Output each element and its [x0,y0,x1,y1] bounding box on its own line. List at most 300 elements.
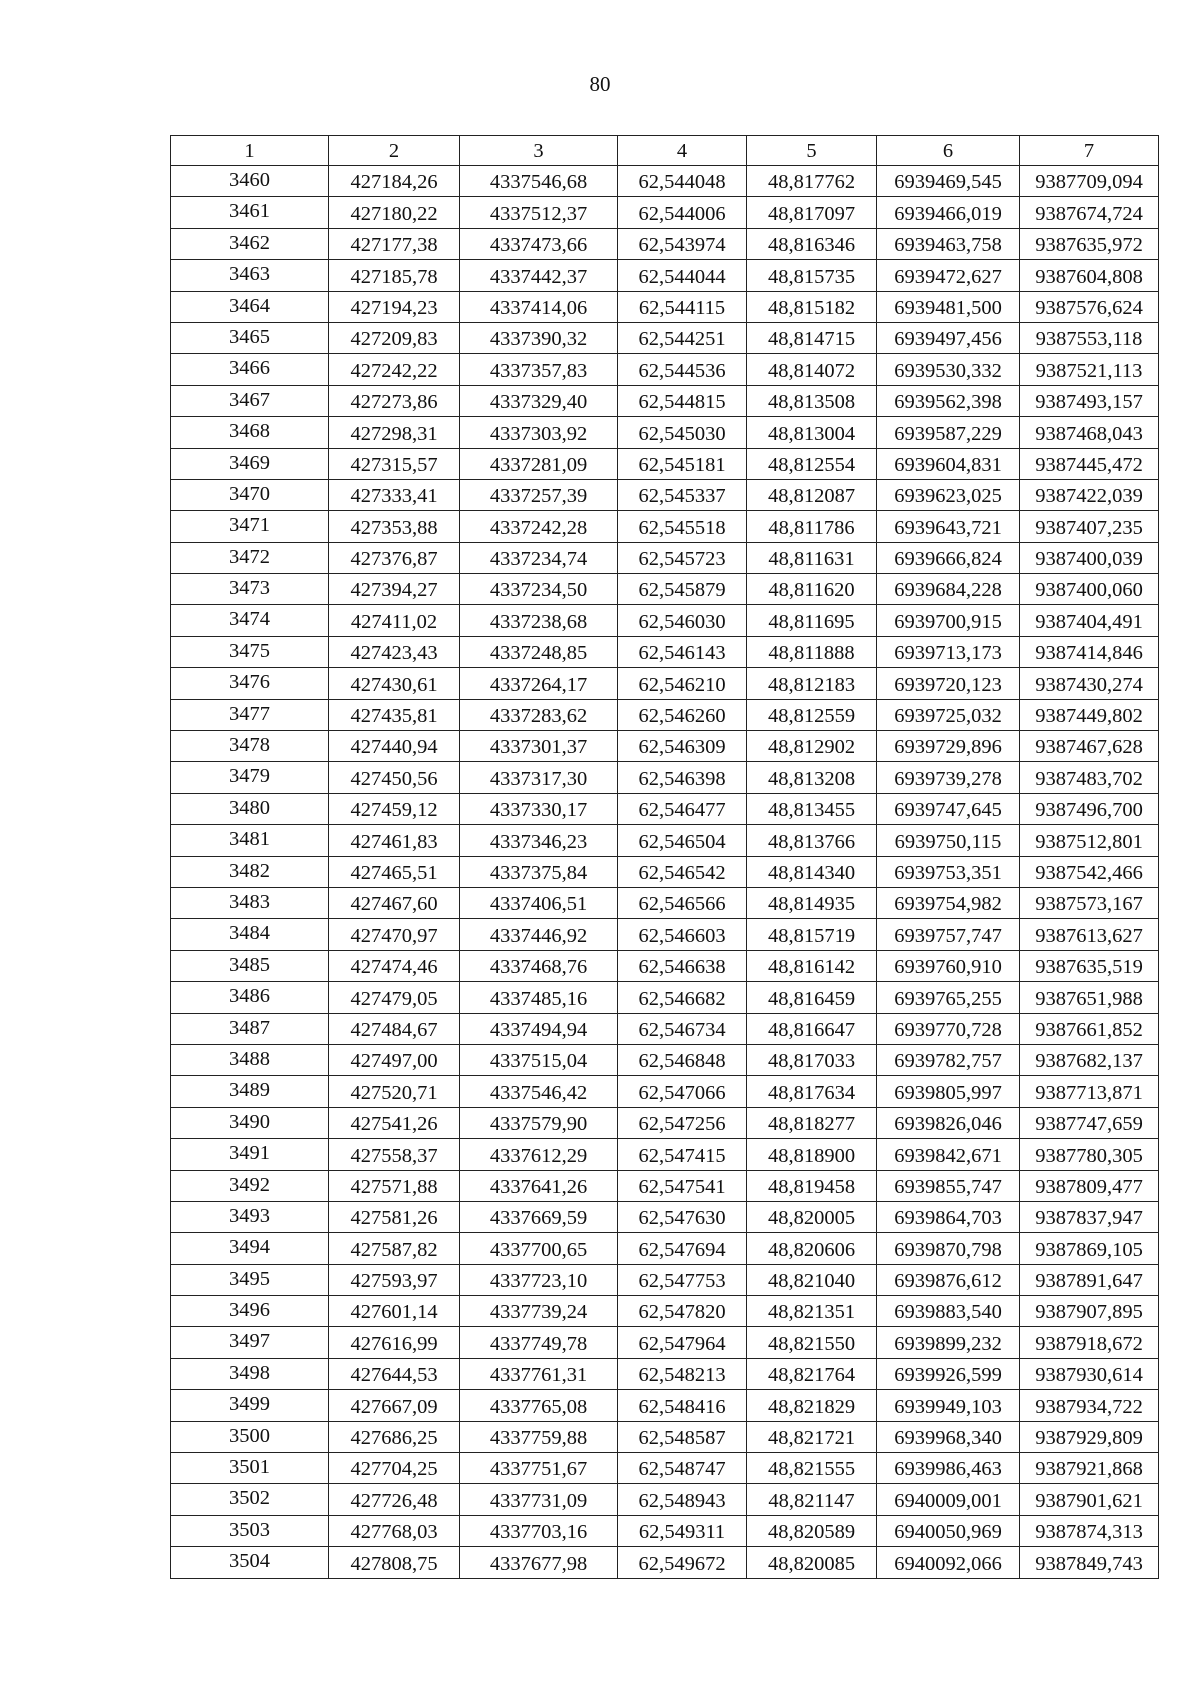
table-cell: 6939754,982 [877,887,1020,918]
table-cell: 48,812183 [747,668,877,699]
point-number-cell: 3494 [171,1233,329,1264]
table-cell: 62,544006 [618,197,747,228]
table-cell: 62,546210 [618,668,747,699]
table-cell: 9387573,167 [1020,887,1159,918]
table-cell: 6939530,332 [877,354,1020,385]
table-cell: 48,814340 [747,856,877,887]
table-body [171,166,1159,1579]
table-cell: 9387613,627 [1020,919,1159,950]
table-cell: 427459,12 [329,793,460,824]
table-cell: 4337759,88 [460,1421,618,1452]
table-cell: 6939864,703 [877,1201,1020,1232]
table-row [171,1013,1159,1044]
table-cell: 48,821550 [747,1327,877,1358]
table-row [171,228,1159,259]
table-cell: 62,548747 [618,1453,747,1484]
table-cell: 62,547964 [618,1327,747,1358]
table-cell: 48,812554 [747,448,877,479]
table-cell: 9387849,743 [1020,1547,1159,1578]
table-cell: 9387449,802 [1020,699,1159,730]
table-cell: 427479,05 [329,982,460,1013]
table-row [171,1421,1159,1452]
table-cell: 6939720,123 [877,668,1020,699]
table-row [171,1453,1159,1484]
coordinates-table [170,135,1159,1579]
table-cell: 9387496,700 [1020,793,1159,824]
table-row [171,605,1159,636]
table-cell: 427497,00 [329,1044,460,1075]
table-row [171,731,1159,762]
table-row [171,479,1159,510]
point-number-cell: 3462 [171,228,329,259]
table-cell: 427298,31 [329,417,460,448]
table-cell: 48,821555 [747,1453,877,1484]
table-cell: 6939472,627 [877,260,1020,291]
table-cell: 62,546398 [618,762,747,793]
table-row [171,260,1159,291]
point-number-cell: 3479 [171,762,329,793]
table-row [171,668,1159,699]
table-cell: 48,820005 [747,1201,877,1232]
table-cell: 6939666,824 [877,542,1020,573]
table-cell: 427558,37 [329,1139,460,1170]
table-row [171,448,1159,479]
point-number-cell: 3502 [171,1484,329,1515]
table-cell: 6939729,896 [877,731,1020,762]
point-number-cell: 3501 [171,1453,329,1484]
table-cell: 48,816459 [747,982,877,1013]
table-cell: 9387869,105 [1020,1233,1159,1264]
table-cell: 48,817033 [747,1044,877,1075]
table-cell: 48,818900 [747,1139,877,1170]
table-cell: 6939725,032 [877,699,1020,730]
table-cell: 4337494,94 [460,1013,618,1044]
table-cell: 62,547753 [618,1264,747,1295]
point-number-cell: 3488 [171,1044,329,1075]
table-cell: 4337414,06 [460,291,618,322]
table-cell: 427474,46 [329,950,460,981]
point-number-cell: 3460 [171,166,329,197]
point-number-cell: 3478 [171,731,329,762]
table-row [171,1170,1159,1201]
table-cell: 6939739,278 [877,762,1020,793]
point-number-cell: 3496 [171,1296,329,1327]
column-header: 3 [460,136,618,166]
table-cell: 48,812902 [747,731,877,762]
table-row [171,825,1159,856]
table-cell: 9387414,846 [1020,636,1159,667]
table-cell: 9387929,809 [1020,1421,1159,1452]
table-cell: 62,548416 [618,1390,747,1421]
table-row [171,636,1159,667]
point-number-cell: 3486 [171,982,329,1013]
table-cell: 6939466,019 [877,197,1020,228]
table-cell: 427644,53 [329,1358,460,1389]
point-number-cell: 3463 [171,260,329,291]
table-cell: 48,817097 [747,197,877,228]
column-header: 6 [877,136,1020,166]
table-cell: 4337641,26 [460,1170,618,1201]
table-cell: 6939643,721 [877,511,1020,542]
table-cell: 427601,14 [329,1296,460,1327]
table-cell: 48,817634 [747,1076,877,1107]
table-cell: 9387400,060 [1020,574,1159,605]
table-cell: 427461,83 [329,825,460,856]
table-cell: 4337281,09 [460,448,618,479]
table-cell: 48,815735 [747,260,877,291]
table-cell: 427616,99 [329,1327,460,1358]
table-cell: 6939949,103 [877,1390,1020,1421]
table-cell: 62,543974 [618,228,747,259]
table-cell: 4337375,84 [460,856,618,887]
page-number: 80 [589,72,611,96]
table-cell: 62,547415 [618,1139,747,1170]
table-cell: 427177,38 [329,228,460,259]
table-cell: 4337677,98 [460,1547,618,1578]
table-cell: 4337485,16 [460,982,618,1013]
point-number-cell: 3495 [171,1264,329,1295]
point-number-cell: 3498 [171,1358,329,1389]
table-cell: 427667,09 [329,1390,460,1421]
table-cell: 62,545518 [618,511,747,542]
table-row [171,542,1159,573]
table-cell: 48,813004 [747,417,877,448]
point-number-cell: 3473 [171,574,329,605]
table-row [171,1139,1159,1170]
table-row [171,1515,1159,1546]
table-cell: 48,819458 [747,1170,877,1201]
table-cell: 48,813208 [747,762,877,793]
point-number-cell: 3484 [171,919,329,950]
point-number-cell: 3468 [171,417,329,448]
table-cell: 9387635,972 [1020,228,1159,259]
table-cell: 427376,87 [329,542,460,573]
table-cell: 4337257,39 [460,479,618,510]
table-cell: 4337238,68 [460,605,618,636]
table-cell: 9387467,628 [1020,731,1159,762]
table-cell: 4337473,66 [460,228,618,259]
table-cell: 427484,67 [329,1013,460,1044]
table-cell: 48,811786 [747,511,877,542]
table-cell: 427333,41 [329,479,460,510]
table-cell: 4337248,85 [460,636,618,667]
table-cell: 48,817762 [747,166,877,197]
table-cell: 62,545030 [618,417,747,448]
table-cell: 9387422,039 [1020,479,1159,510]
table-row [171,511,1159,542]
point-number-cell: 3481 [171,825,329,856]
table-cell: 427440,94 [329,731,460,762]
table-row [171,1484,1159,1515]
table-cell: 6940009,001 [877,1484,1020,1515]
table-cell: 62,546309 [618,731,747,762]
table-cell: 4337317,30 [460,762,618,793]
table-cell: 4337329,40 [460,385,618,416]
table-cell: 62,544044 [618,260,747,291]
table-cell: 48,821764 [747,1358,877,1389]
table-row [171,417,1159,448]
table-cell: 62,547820 [618,1296,747,1327]
table-cell: 6939826,046 [877,1107,1020,1138]
table-cell: 427180,22 [329,197,460,228]
table-cell: 6939782,757 [877,1044,1020,1075]
table-cell: 9387921,868 [1020,1453,1159,1484]
table-cell: 4337330,17 [460,793,618,824]
table-cell: 9387907,895 [1020,1296,1159,1327]
table-cell: 9387604,808 [1020,260,1159,291]
table-cell: 48,821351 [747,1296,877,1327]
table-row [171,1358,1159,1389]
table-cell: 427194,23 [329,291,460,322]
table-cell: 9387918,672 [1020,1327,1159,1358]
table-cell: 427209,83 [329,322,460,353]
table-cell: 62,546504 [618,825,747,856]
table-cell: 62,546030 [618,605,747,636]
table-cell: 9387407,235 [1020,511,1159,542]
table-cell: 6939883,540 [877,1296,1020,1327]
table-cell: 62,546477 [618,793,747,824]
table-cell: 6939765,255 [877,982,1020,1013]
table-cell: 4337303,92 [460,417,618,448]
table-cell: 4337723,10 [460,1264,618,1295]
point-number-cell: 3475 [171,636,329,667]
table-cell: 6939747,645 [877,793,1020,824]
point-number-cell: 3500 [171,1421,329,1452]
table-cell: 427768,03 [329,1515,460,1546]
table-row [171,793,1159,824]
table-cell: 48,813508 [747,385,877,416]
table-cell: 62,547541 [618,1170,747,1201]
table-cell: 9387709,094 [1020,166,1159,197]
table-cell: 6939713,173 [877,636,1020,667]
table-cell: 427450,56 [329,762,460,793]
table-cell: 427467,60 [329,887,460,918]
table-cell: 4337546,42 [460,1076,618,1107]
table-cell: 427423,43 [329,636,460,667]
table-cell: 6939986,463 [877,1453,1020,1484]
table-cell: 6940050,969 [877,1515,1020,1546]
point-number-cell: 3476 [171,668,329,699]
table-cell: 4337242,28 [460,511,618,542]
table-row [171,385,1159,416]
table-row [171,197,1159,228]
point-number-cell: 3483 [171,887,329,918]
table-row [171,762,1159,793]
table-cell: 9387404,491 [1020,605,1159,636]
table-cell: 48,815719 [747,919,877,950]
table-cell: 9387747,659 [1020,1107,1159,1138]
table-cell: 62,549672 [618,1547,747,1578]
table-cell: 427587,82 [329,1233,460,1264]
table-cell: 62,547630 [618,1201,747,1232]
point-number-cell: 3482 [171,856,329,887]
table-cell: 62,549311 [618,1515,747,1546]
table-cell: 4337357,83 [460,354,618,385]
table-cell: 62,548587 [618,1421,747,1452]
table-cell: 9387493,157 [1020,385,1159,416]
table-row [171,982,1159,1013]
table-cell: 9387674,724 [1020,197,1159,228]
table-cell: 6939842,671 [877,1139,1020,1170]
table-cell: 9387661,852 [1020,1013,1159,1044]
point-number-cell: 3491 [171,1139,329,1170]
table-cell: 6939753,351 [877,856,1020,887]
table-cell: 62,548213 [618,1358,747,1389]
table-cell: 48,815182 [747,291,877,322]
table-cell: 62,547694 [618,1233,747,1264]
point-number-cell: 3504 [171,1547,329,1578]
point-number-cell: 3472 [171,542,329,573]
table-cell: 9387430,274 [1020,668,1159,699]
table-cell: 427726,48 [329,1484,460,1515]
table-row [171,1044,1159,1075]
table-cell: 9387934,722 [1020,1390,1159,1421]
table-cell: 4337751,67 [460,1453,618,1484]
table-cell: 4337579,90 [460,1107,618,1138]
table-cell: 4337264,17 [460,668,618,699]
table-cell: 6939870,798 [877,1233,1020,1264]
table-row [171,1264,1159,1295]
table-cell: 9387400,039 [1020,542,1159,573]
table-cell: 48,814715 [747,322,877,353]
table-cell: 6939968,340 [877,1421,1020,1452]
table-cell: 48,820085 [747,1547,877,1578]
table-row [171,887,1159,918]
point-number-cell: 3485 [171,950,329,981]
table-row [171,291,1159,322]
table-cell: 48,821147 [747,1484,877,1515]
table-cell: 427273,86 [329,385,460,416]
table-row [171,856,1159,887]
table-cell: 48,811620 [747,574,877,605]
table-cell: 48,821040 [747,1264,877,1295]
table-cell: 6939876,612 [877,1264,1020,1295]
table-cell: 4337612,29 [460,1139,618,1170]
table-cell: 4337761,31 [460,1358,618,1389]
table-cell: 48,816647 [747,1013,877,1044]
point-number-cell: 3467 [171,385,329,416]
table-cell: 6939757,747 [877,919,1020,950]
point-number-cell: 3469 [171,448,329,479]
table-cell: 9387521,113 [1020,354,1159,385]
table-row [171,1233,1159,1264]
table-cell: 9387780,305 [1020,1139,1159,1170]
point-number-cell: 3474 [171,605,329,636]
table-cell: 62,544536 [618,354,747,385]
table-cell: 427470,97 [329,919,460,950]
table-row [171,354,1159,385]
table-cell: 9387930,614 [1020,1358,1159,1389]
table-cell: 9387468,043 [1020,417,1159,448]
column-header: 1 [171,136,329,166]
table-cell: 427704,25 [329,1453,460,1484]
table-cell: 6939562,398 [877,385,1020,416]
table-cell: 6939750,115 [877,825,1020,856]
table-cell: 62,546603 [618,919,747,950]
point-number-cell: 3497 [171,1327,329,1358]
table-row [171,950,1159,981]
table-row [171,322,1159,353]
table-cell: 62,544815 [618,385,747,416]
table-cell: 6939497,456 [877,322,1020,353]
table-cell: 6940092,066 [877,1547,1020,1578]
table-cell: 9387553,118 [1020,322,1159,353]
table-cell: 62,546682 [618,982,747,1013]
table-cell: 48,811695 [747,605,877,636]
table-cell: 48,821721 [747,1421,877,1452]
table-cell: 427541,26 [329,1107,460,1138]
table-cell: 4337546,68 [460,166,618,197]
table-cell: 9387576,624 [1020,291,1159,322]
table-cell: 427411,02 [329,605,460,636]
table-cell: 427353,88 [329,511,460,542]
table-cell: 9387445,472 [1020,448,1159,479]
table-cell: 9387809,477 [1020,1170,1159,1201]
table-header-row [171,136,1159,166]
table-cell: 427686,25 [329,1421,460,1452]
table-cell: 62,548943 [618,1484,747,1515]
table-cell: 62,546638 [618,950,747,981]
table-cell: 62,546542 [618,856,747,887]
point-number-cell: 3470 [171,479,329,510]
table-cell: 427242,22 [329,354,460,385]
point-number-cell: 3461 [171,197,329,228]
table-cell: 48,811888 [747,636,877,667]
point-number-cell: 3492 [171,1170,329,1201]
table-cell: 4337700,65 [460,1233,618,1264]
table-cell: 48,812087 [747,479,877,510]
table-cell: 9387682,137 [1020,1044,1159,1075]
table-cell: 427315,57 [329,448,460,479]
table-cell: 4337234,74 [460,542,618,573]
table-cell: 62,544115 [618,291,747,322]
table-cell: 62,547066 [618,1076,747,1107]
table-cell: 427435,81 [329,699,460,730]
table-cell: 9387891,647 [1020,1264,1159,1295]
table-cell: 6939760,910 [877,950,1020,981]
table-row [171,1327,1159,1358]
table-cell: 427394,27 [329,574,460,605]
table-cell: 427430,61 [329,668,460,699]
point-number-cell: 3477 [171,699,329,730]
point-number-cell: 3465 [171,322,329,353]
table-cell: 6939469,545 [877,166,1020,197]
table-row [171,1201,1159,1232]
table-cell: 6939926,599 [877,1358,1020,1389]
table-cell: 9387542,466 [1020,856,1159,887]
point-number-cell: 3503 [171,1515,329,1546]
table-cell: 9387483,702 [1020,762,1159,793]
table-cell: 427184,26 [329,166,460,197]
table-cell: 6939463,758 [877,228,1020,259]
table-cell: 4337234,50 [460,574,618,605]
column-header: 4 [618,136,747,166]
table-cell: 62,546260 [618,699,747,730]
point-number-cell: 3471 [171,511,329,542]
table-cell: 6939604,831 [877,448,1020,479]
point-number-cell: 3489 [171,1076,329,1107]
table-cell: 427465,51 [329,856,460,887]
table-cell: 6939770,728 [877,1013,1020,1044]
table-cell: 48,820589 [747,1515,877,1546]
table-cell: 427571,88 [329,1170,460,1201]
table-cell: 4337669,59 [460,1201,618,1232]
table-row [171,699,1159,730]
table-cell: 4337703,16 [460,1515,618,1546]
table-cell: 4337765,08 [460,1390,618,1421]
table-cell: 48,821829 [747,1390,877,1421]
table-cell: 48,814935 [747,887,877,918]
